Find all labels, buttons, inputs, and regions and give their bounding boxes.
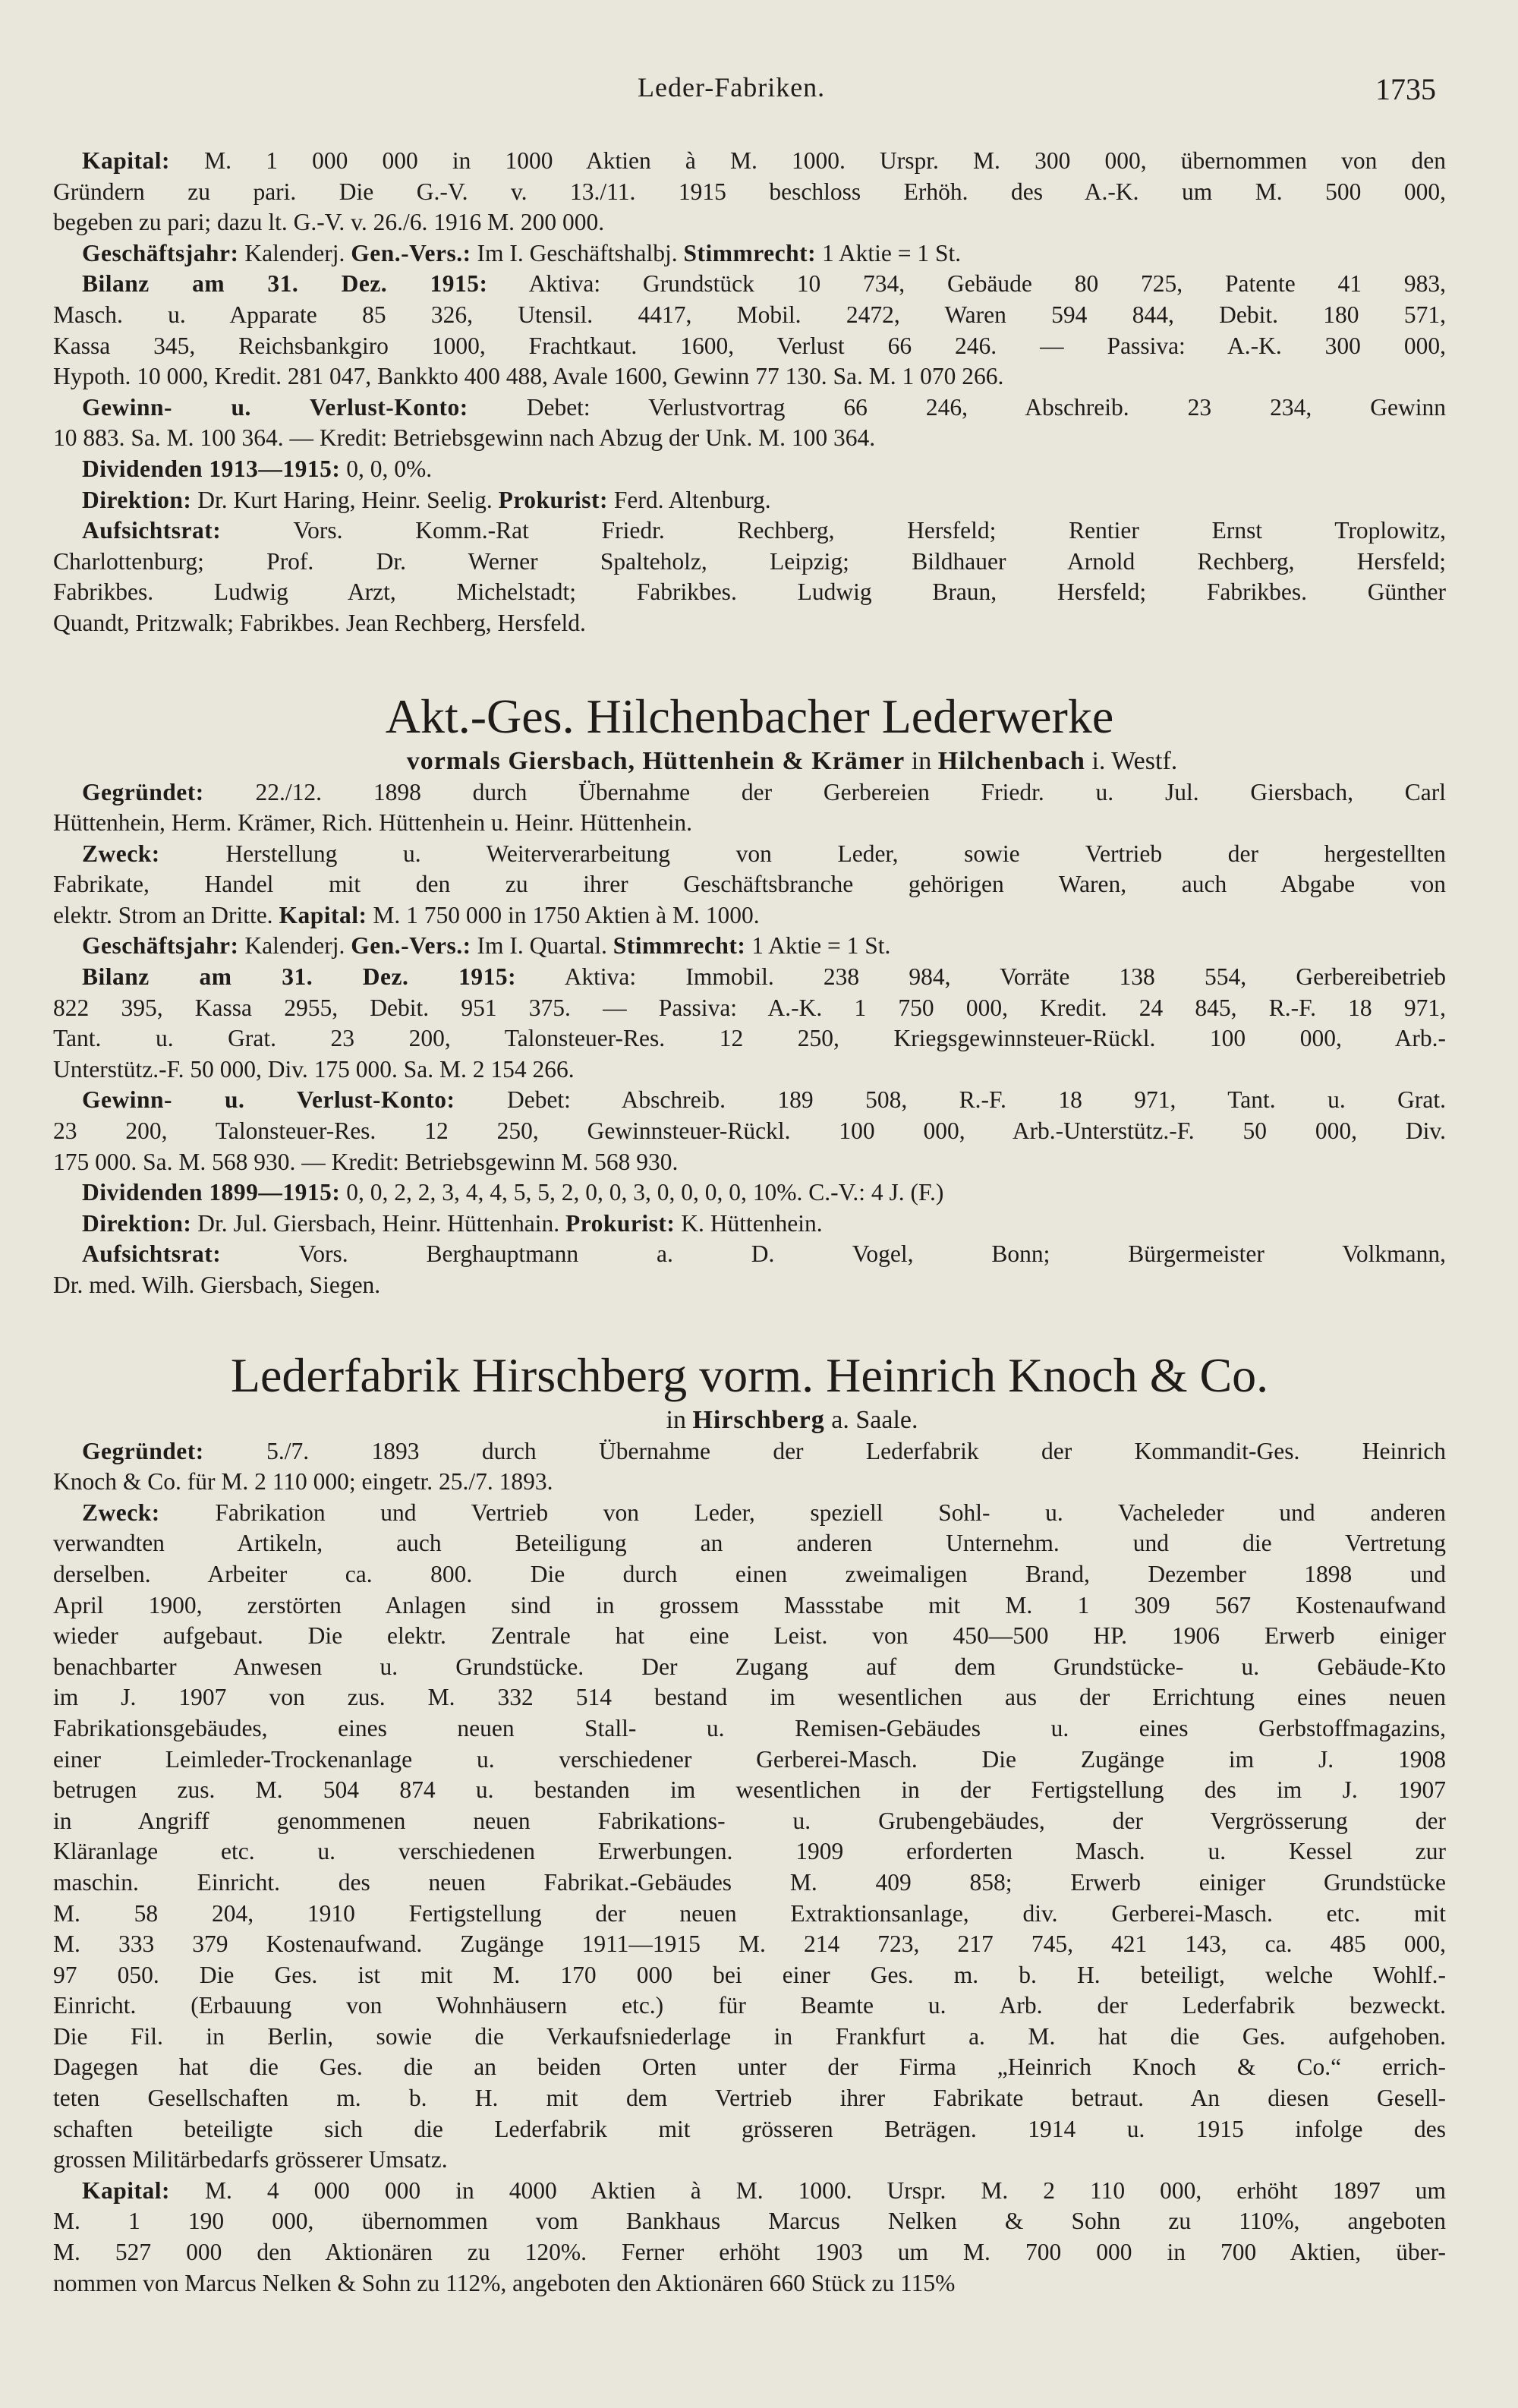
subheading-text: a. Saale.: [824, 1405, 918, 1434]
entry-line-start: [53, 777, 1446, 808]
entry-line: [53, 1590, 1446, 1622]
field-text: Ferd. Altenburg.: [608, 486, 771, 513]
field-label: Zweck:: [82, 840, 160, 867]
text-column: [53, 146, 1446, 2299]
field-text: Unterstütz.-F. 50 000, Div. 175 000. Sa. M. 2 154 266.: [53, 1055, 575, 1083]
entry-line-start: [53, 1177, 1446, 1209]
field-text: betrugen zus. M. 504 874 u. bestanden im wesentlichen in der Fertigstellung des im J. 1907: [53, 1776, 1446, 1804]
field-text: M. 1 190 000, übernommen vom Bankhaus Marcus Nelken & Sohn zu 110%, angeboten: [53, 2208, 1446, 2235]
running-head-title: Leder-Fabriken.: [638, 72, 826, 102]
field-text: 10 883. Sa. M. 100 364. — Kredit: Betriebsgewinn nach Abzug der Unk. M. 100 364.: [53, 424, 876, 452]
field-label: Gegründet:: [82, 778, 204, 805]
field-label: Kapital:: [82, 147, 171, 174]
entry-line: [53, 207, 1446, 238]
entry-line: [53, 577, 1446, 608]
entry-line: [53, 2268, 1446, 2299]
entry-line: [53, 1023, 1446, 1054]
field-label: Geschäftsjahr:: [82, 239, 239, 266]
entry-line: [53, 1713, 1446, 1745]
field-text: Im I. Geschäftshalbj.: [471, 239, 684, 266]
entry-line-start: [53, 454, 1446, 485]
field-text: begeben zu pari; dazu lt. G.-V. v. 26./6. 1916 M. 200 000.: [53, 209, 605, 236]
entry-line-start: [53, 392, 1446, 424]
entry-line: [53, 869, 1446, 900]
field-text: derselben. Arbeiter ca. 800. Die durch einen zweimaligen Brand, Dezember 1898 und: [53, 1560, 1446, 1587]
entry-line-start: [53, 238, 1446, 269]
section-gap: [53, 639, 1446, 688]
field-text: Dagegen hat die Ges. die an beiden Orten unter der Firma „Heinrich Knoch & Co.“ errich-: [53, 2053, 1446, 2081]
field-text: Kassa 345, Reichsbankgiro 1000, Frachtkaut. 1600, Verlust 66 246. — Passiva: A.-K. 300 000,: [53, 332, 1446, 359]
field-text: 1 Aktie = 1 St.: [745, 932, 891, 960]
field-text: teten Gesellschaften m. b. H. mit dem Vertrieb ihrer Fabrikate betraut. An diesen Gesell-: [53, 2085, 1446, 2112]
field-text: 0, 0, 0%.: [340, 455, 433, 482]
field-text: im J. 1907 von zus. M. 332 514 bestand im wesentlichen aus der Errichtung eines neuen: [53, 1684, 1446, 1711]
field-label: Zweck:: [82, 1499, 160, 1526]
field-label: Direktion:: [82, 1209, 192, 1237]
entry-line: [53, 2052, 1446, 2083]
entry-line-start: [53, 1209, 1446, 1240]
field-text: Aktiva: Immobil. 238 984, Vorräte 138 554, Gerbereibetrieb: [516, 963, 1446, 991]
entry-line-start: [53, 515, 1446, 547]
field-text: grossen Militärbedarfs grösserer Umsatz.: [53, 2146, 448, 2173]
entry-line-start: [53, 2176, 1446, 2207]
field-label: Prokurist:: [565, 1209, 676, 1237]
field-label: Geschäftsjahr:: [82, 932, 239, 960]
entry-line: [53, 1467, 1446, 1498]
entry-line: [53, 993, 1446, 1024]
subheading-text: in: [905, 746, 938, 775]
entry-line-start: [53, 146, 1446, 177]
field-label: Direktion:: [82, 486, 192, 513]
company-heading: Akt.-Ges. Hilchenbacher Lederwerke: [385, 689, 1114, 743]
field-text: Debet: Verlustvortrag 66 246, Abschreib. 23 234, Gewinn: [468, 393, 1446, 421]
entry-line: [53, 1775, 1446, 1806]
entry-line: [53, 1147, 1446, 1178]
field-text: Kalenderj.: [238, 932, 351, 960]
entry-line: [53, 1745, 1446, 1776]
entry-line: [53, 808, 1446, 839]
field-text: Hypoth. 10 000, Kredit. 281 047, Bankkto 400 488, Avale 1600, Gewinn 77 130. Sa. M. 1 070 266.: [53, 363, 1004, 390]
field-label: Bilanz am 31. Dez. 1915:: [82, 270, 488, 298]
entry-line: [53, 2022, 1446, 2053]
subheading-text: i. Westf.: [1085, 746, 1178, 775]
entry-line-start: [53, 1085, 1446, 1116]
field-text: Vors. Berghauptmann a. D. Vogel, Bonn; Bürgermeister Volkmann,: [221, 1240, 1446, 1268]
entry-line: [53, 1990, 1446, 2022]
field-text: Fabrikbes. Ludwig Arzt, Michelstadt; Fabrikbes. Ludwig Braun, Hersfeld; Fabrikbes. Günther: [53, 578, 1446, 606]
field-text: Dr. Kurt Haring, Heinr. Seelig.: [191, 486, 499, 513]
entry-line-start: [53, 485, 1446, 516]
field-text: M. 1 750 000 in 1750 Aktien à M. 1000.: [367, 901, 760, 928]
field-text: M. 527 000 den Aktionären zu 120%. Ferner erhöht 1903 um M. 700 000 in 700 Aktien, über-: [53, 2239, 1446, 2266]
field-text: Quandt, Pritzwalk; Fabrikbes. Jean Rechberg, Hersfeld.: [53, 609, 586, 636]
company-subheading: [53, 745, 1446, 777]
entry-line: [53, 1652, 1446, 1683]
field-text: Kalenderj.: [238, 239, 351, 266]
field-label: Prokurist:: [498, 486, 609, 513]
field-text: 23 200, Talonsteuer-Res. 12 250, Gewinnsteuer-Rückl. 100 000, Arb.-Unterstütz.-F. 50 000, Div.: [53, 1117, 1446, 1145]
field-text: benachbarter Anwesen u. Grundstücke. Der Zugang auf dem Grundstücke- u. Gebäude-Kto: [53, 1653, 1446, 1680]
field-text: 97 050. Die Ges. ist mit M. 170 000 bei einer Ges. m. b. H. beteiligt, welche Wohlf.-: [53, 1961, 1446, 1988]
field-text: in Angriff genommenen neuen Fabrikations- u. Grubengebäudes, der Vergrösserung der: [53, 1807, 1446, 1834]
field-text: Herstellung u. Weiterverarbeitung von Leder, sowie Vertrieb der hergestellten: [159, 840, 1446, 867]
entry-line: [53, 547, 1446, 578]
field-text: Masch. u. Apparate 85 326, Utensil. 4417, Mobil. 2472, Waren 594 844, Debit. 180 571,: [53, 301, 1446, 328]
entry-line: [53, 1528, 1446, 1559]
field-text: Dr. med. Wilh. Giersbach, Siegen.: [53, 1272, 381, 1298]
field-text: M. 333 379 Kostenaufwand. Zugänge 1911—1915 M. 214 723, 217 745, 421 143, ca. 485 000,: [53, 1930, 1446, 1958]
entry-line: [53, 1806, 1446, 1837]
entry-line: [53, 900, 1446, 931]
field-text: Aktiva: Grundstück 10 734, Gebäude 80 725, Patente 41 983,: [487, 270, 1446, 298]
entry-line: [53, 361, 1446, 392]
field-label: Kapital:: [279, 901, 367, 928]
entry-line: [53, 1929, 1446, 1960]
entry-line: [53, 1270, 1446, 1301]
entry-line-start: [53, 1498, 1446, 1529]
field-text: wieder aufgebaut. Die elektr. Zentrale hat eine Leist. von 450—500 HP. 1906 Erwerb einiger: [53, 1622, 1446, 1650]
field-text: 22./12. 1898 durch Übernahme der Gerbereien Friedr. u. Jul. Giersbach, Carl: [203, 778, 1446, 805]
field-text: Tant. u. Grat. 23 200, Talonsteuer-Res. 12 250, Kriegsgewinnsteuer-Rückl. 100 000, Arb.-: [53, 1025, 1446, 1052]
subheading-emphasis: Hirschberg: [692, 1405, 825, 1434]
entry-line: [53, 1559, 1446, 1590]
field-text: Charlottenburg; Prof. Dr. Werner Spalteholz, Leipzig; Bildhauer Arnold Rechberg, Hersfeld;: [53, 547, 1446, 575]
field-text: einer Leimleder-Trockenanlage u. verschiedener Gerberei-Masch. Die Zugänge im J. 1908: [53, 1745, 1446, 1773]
field-text: Im I. Quartal.: [471, 932, 613, 960]
entry-line: [53, 1054, 1446, 1086]
running-head: [0, 71, 1518, 117]
field-text: Die Fil. in Berlin, sowie die Verkaufsniederlage in Frankfurt a. M. hat die Ges. aufgehoben.: [53, 2022, 1446, 2050]
subheading-emphasis: Hilchenbach: [937, 746, 1085, 775]
field-label: Bilanz am 31. Dez. 1915:: [82, 963, 517, 991]
entry-line: [53, 1836, 1446, 1867]
field-text: maschin. Einricht. des neuen Fabrikat.-Gebäudes M. 409 858; Erwerb einiger Grundstücke: [53, 1868, 1446, 1896]
field-label: Aufsichtsrat:: [82, 517, 222, 544]
field-label: Stimmrecht:: [613, 932, 746, 960]
field-label: Gen.-Vers.:: [351, 239, 471, 266]
entry-line: [53, 2114, 1446, 2145]
field-text: Gründern zu pari. Die G.-V. v. 13./11. 1915 beschloss Erhöh. des A.-K. um M. 500 000,: [53, 178, 1446, 205]
field-text: 5./7. 1893 durch Übernahme der Lederfabrik der Kommandit-Ges. Heinrich: [203, 1437, 1446, 1464]
field-text: Fabrikationsgebäudes, eines neuen Stall- u. Remisen-Gebäudes u. eines Gerbstoffmagazins,: [53, 1714, 1446, 1741]
field-text: Fabrikation und Vertrieb von Leder, speziell Sohl- u. Vacheleder und anderen: [159, 1499, 1446, 1526]
field-text: Debet: Abschreib. 189 508, R.-F. 18 971, Tant. u. Grat.: [455, 1086, 1446, 1114]
field-label: Gen.-Vers.:: [351, 932, 471, 960]
entry-line: [53, 1899, 1446, 1930]
entry-line: [53, 423, 1446, 454]
entry-line: [53, 177, 1446, 208]
entry-line: [53, 300, 1446, 331]
field-text: M. 1 000 000 in 1000 Aktien à M. 1000. Urspr. M. 300 000, übernommen von den: [170, 147, 1446, 174]
field-text: Einricht. (Erbauung von Wohnhäusern etc.) für Beamte u. Arb. der Lederfabrik bezweckt.: [53, 1992, 1446, 2019]
field-text: verwandten Artikeln, auch Beteiligung an anderen Unternehm. und die Vertretung: [53, 1530, 1446, 1557]
page-number: 1735: [1375, 72, 1436, 106]
field-text: Dr. Jul. Giersbach, Heinr. Hüttenhain.: [191, 1209, 565, 1237]
field-text: K. Hüttenhein.: [675, 1209, 823, 1237]
field-text: Hüttenhein, Herm. Krämer, Rich. Hüttenhein u. Heinr. Hüttenhein.: [53, 809, 693, 837]
entry-line: [53, 608, 1446, 639]
entry-line-start: [53, 962, 1446, 993]
entry-line: [53, 2206, 1446, 2237]
entry-line: [53, 2237, 1446, 2268]
field-text: schaften beteiligte sich die Lederfabrik mit grösseren Beträgen. 1914 u. 1915 infolge des: [53, 2115, 1446, 2142]
entry-line: [53, 1116, 1446, 1147]
field-text: nommen von Marcus Nelken & Sohn zu 112%, angeboten den Aktionären 660 Stück zu 115%: [53, 2269, 956, 2296]
field-text: Kläranlage etc. u. verschiedenen Erwerbungen. 1909 erforderten Masch. u. Kessel zur: [53, 1838, 1446, 1865]
field-text: 0, 0, 2, 2, 3, 4, 4, 5, 5, 2, 0, 0, 3, 0, 0, 0, 0, 10%. C.-V.: 4 J. (F.): [340, 1179, 944, 1206]
field-text: 1 Aktie = 1 St.: [816, 239, 962, 266]
entry-line-start: [53, 931, 1446, 962]
entry-line-start: [53, 269, 1446, 300]
field-label: Aufsichtsrat:: [82, 1240, 222, 1268]
field-label: Gegründet:: [82, 1437, 204, 1464]
field-text: 822 395, Kassa 2955, Debit. 951 375. — Passiva: A.-K. 1 750 000, Kredit. 24 845, R.-F. 18 971,: [53, 994, 1446, 1021]
field-label: Gewinn- u. Verlust-Konto:: [82, 393, 468, 421]
company-subheading: [53, 1404, 1446, 1436]
field-text: 175 000. Sa. M. 568 930. — Kredit: Betriebsgewinn M. 568 930.: [53, 1148, 679, 1175]
field-text: Fabrikate, Handel mit den zu ihrer Geschäftsbranche gehörigen Waren, auch Abgabe von: [53, 871, 1446, 898]
company-heading: Lederfabrik Hirschberg vorm. Heinrich Knoch & Co.: [230, 1347, 1269, 1402]
field-label: Gewinn- u. Verlust-Konto:: [82, 1086, 455, 1114]
entry-line: [53, 331, 1446, 362]
entry-line: [53, 2083, 1446, 2114]
field-label: Kapital:: [82, 2176, 171, 2204]
entry-line: [53, 1621, 1446, 1652]
field-text: April 1900, zerstörten Anlagen sind in grossem Massstabe mit M. 1 309 567 Kostenaufwand: [53, 1591, 1446, 1618]
field-text: M. 4 000 000 in 4000 Aktien à M. 1000. Urspr. M. 2 110 000, erhöht 1897 um: [170, 2176, 1446, 2204]
entry-line-start: [53, 1239, 1446, 1270]
entry-line: [53, 1682, 1446, 1713]
entry-line: [53, 1960, 1446, 1991]
field-label: Stimmrecht:: [683, 239, 817, 266]
entry-line-start: [53, 839, 1446, 870]
entry-line-start: [53, 1436, 1446, 1467]
field-text: M. 58 204, 1910 Fertigstellung der neuen Extraktionsanlage, div. Gerberei-Masch. etc. mit: [53, 1899, 1446, 1927]
section-gap: [53, 1301, 1446, 1347]
field-text: Vors. Komm.-Rat Friedr. Rechberg, Hersfeld; Rentier Ernst Troplowitz,: [221, 517, 1446, 544]
subheading-emphasis: vormals Giersbach, Hüttenhein & Krämer: [406, 746, 905, 775]
entry-line: [53, 1867, 1446, 1899]
field-label: Dividenden 1913—1915:: [82, 455, 341, 482]
entry-line: [53, 2145, 1446, 2176]
field-label: Dividenden 1899—1915:: [82, 1179, 341, 1206]
subheading-text: in: [666, 1405, 693, 1434]
field-text: elektr. Strom an Dritte.: [53, 901, 279, 928]
field-text: Knoch & Co. für M. 2 110 000; eingetr. 25./7. 1893.: [53, 1468, 553, 1496]
